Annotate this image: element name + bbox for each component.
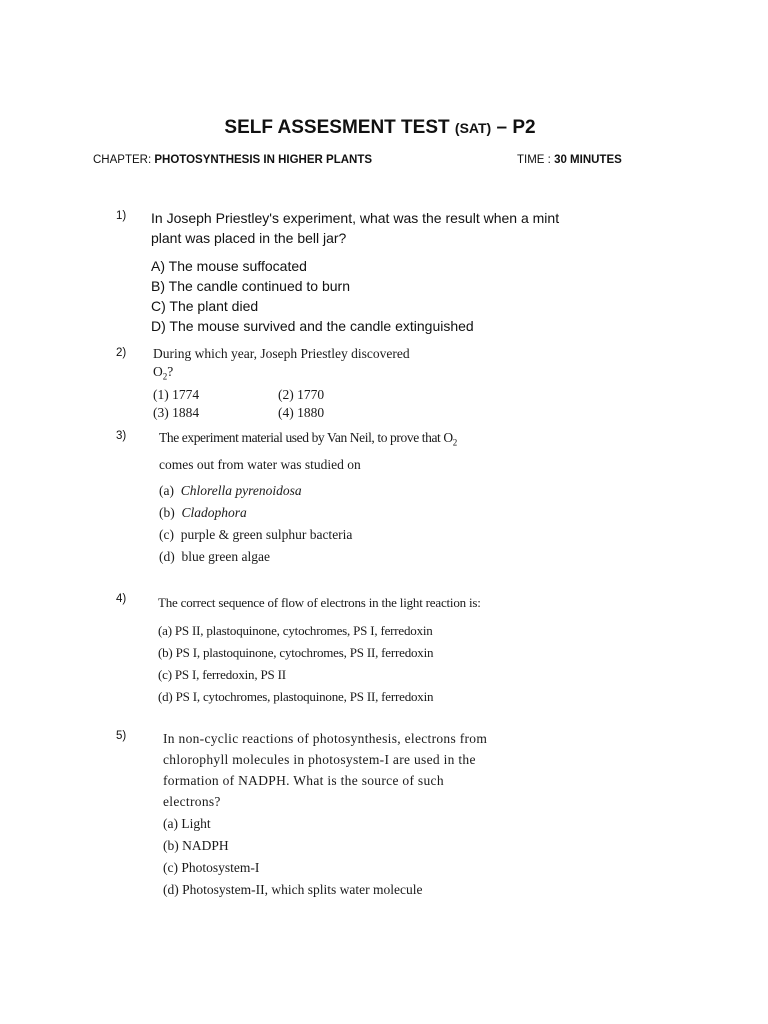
option-d: D) The mouse survived and the candle extinguished: [151, 318, 474, 334]
question-stem: formation of NADPH. What is the source of such: [163, 773, 444, 788]
chapter-label: CHAPTER:: [93, 154, 155, 166]
question-stem: The correct sequence of flow of electrons in the light reaction is:: [158, 595, 481, 610]
title-paren: (SAT): [454, 120, 492, 136]
page-title: [0, 117, 760, 139]
option-a: (a) Light: [163, 816, 211, 831]
option-c: C) The plant died: [151, 298, 259, 314]
question-number: 4): [116, 593, 127, 605]
time-label: TIME :: [517, 154, 555, 166]
option-d: (d) PS I, cytochromes, plastoquinone, PS II, ferredoxin: [158, 689, 434, 704]
option-b: (b) Cladophora: [159, 504, 247, 520]
option-c: (c) purple & green sulphur bacteria: [159, 526, 353, 542]
question-stem: electrons?: [163, 794, 221, 809]
option-c: (c) PS I, ferredoxin, PS II: [158, 667, 286, 682]
chapter-value: PHOTOSYNTHESIS IN HIGHER PLANTS: [154, 154, 373, 166]
title-main: SELF ASSESMENT TEST: [224, 117, 455, 138]
question-stem: comes out from water was studied on: [159, 456, 361, 472]
question-number: 1): [116, 210, 127, 222]
question-2: [153, 345, 410, 422]
option-b: (b) PS I, plastoquinone, cytochromes, PS II, ferredoxin: [158, 645, 434, 660]
question-stem: plant was placed in the bell jar?: [151, 230, 347, 246]
chapter-info: [93, 154, 372, 166]
question-stem: The experiment material used by Van Neil, to prove that $O_2$: [159, 430, 457, 448]
question-stem: chlorophyll molecules in photosystem-I are used in the: [163, 752, 476, 767]
question-4: [158, 592, 481, 708]
option-1: (1) 1774: [153, 386, 200, 402]
question-stem: In non-cyclic reactions of photosynthesis, electrons from: [163, 731, 488, 746]
option-d: (d) Photosystem-II, which splits water molecule: [163, 882, 423, 897]
option-3: (3) 1884: [153, 404, 200, 420]
question-3: [159, 427, 457, 568]
question-5: [163, 729, 487, 901]
question-1: [151, 208, 559, 336]
time-value: 30 MINUTES: [554, 154, 622, 166]
option-b: B) The candle continued to burn: [151, 278, 350, 294]
option-2: (2) 1770: [278, 386, 325, 402]
time-info: [517, 154, 622, 166]
option-d: (d) blue green algae: [159, 548, 270, 564]
question-stem: During which year, Joseph Priestley discovered: [153, 346, 410, 361]
question-stem: In Joseph Priestley's experiment, what was the result when a mint: [151, 210, 560, 226]
title-tail: – P2: [491, 117, 536, 138]
option-a: (a) PS II, plastoquinone, cytochromes, PS I, ferredoxin: [158, 623, 433, 638]
option-b: (b) NADPH: [163, 838, 229, 853]
question-number: 2): [116, 347, 127, 359]
option-a: A) The mouse suffocated: [151, 258, 307, 274]
question-stem: $O_2$?: [153, 364, 174, 382]
question-number: 3): [116, 430, 127, 442]
option-a: (a) Chlorella pyrenoidosa: [159, 482, 302, 498]
option-4: (4) 1880: [278, 404, 325, 420]
question-number: 5): [116, 730, 127, 742]
option-c: (c) Photosystem-I: [163, 860, 260, 875]
